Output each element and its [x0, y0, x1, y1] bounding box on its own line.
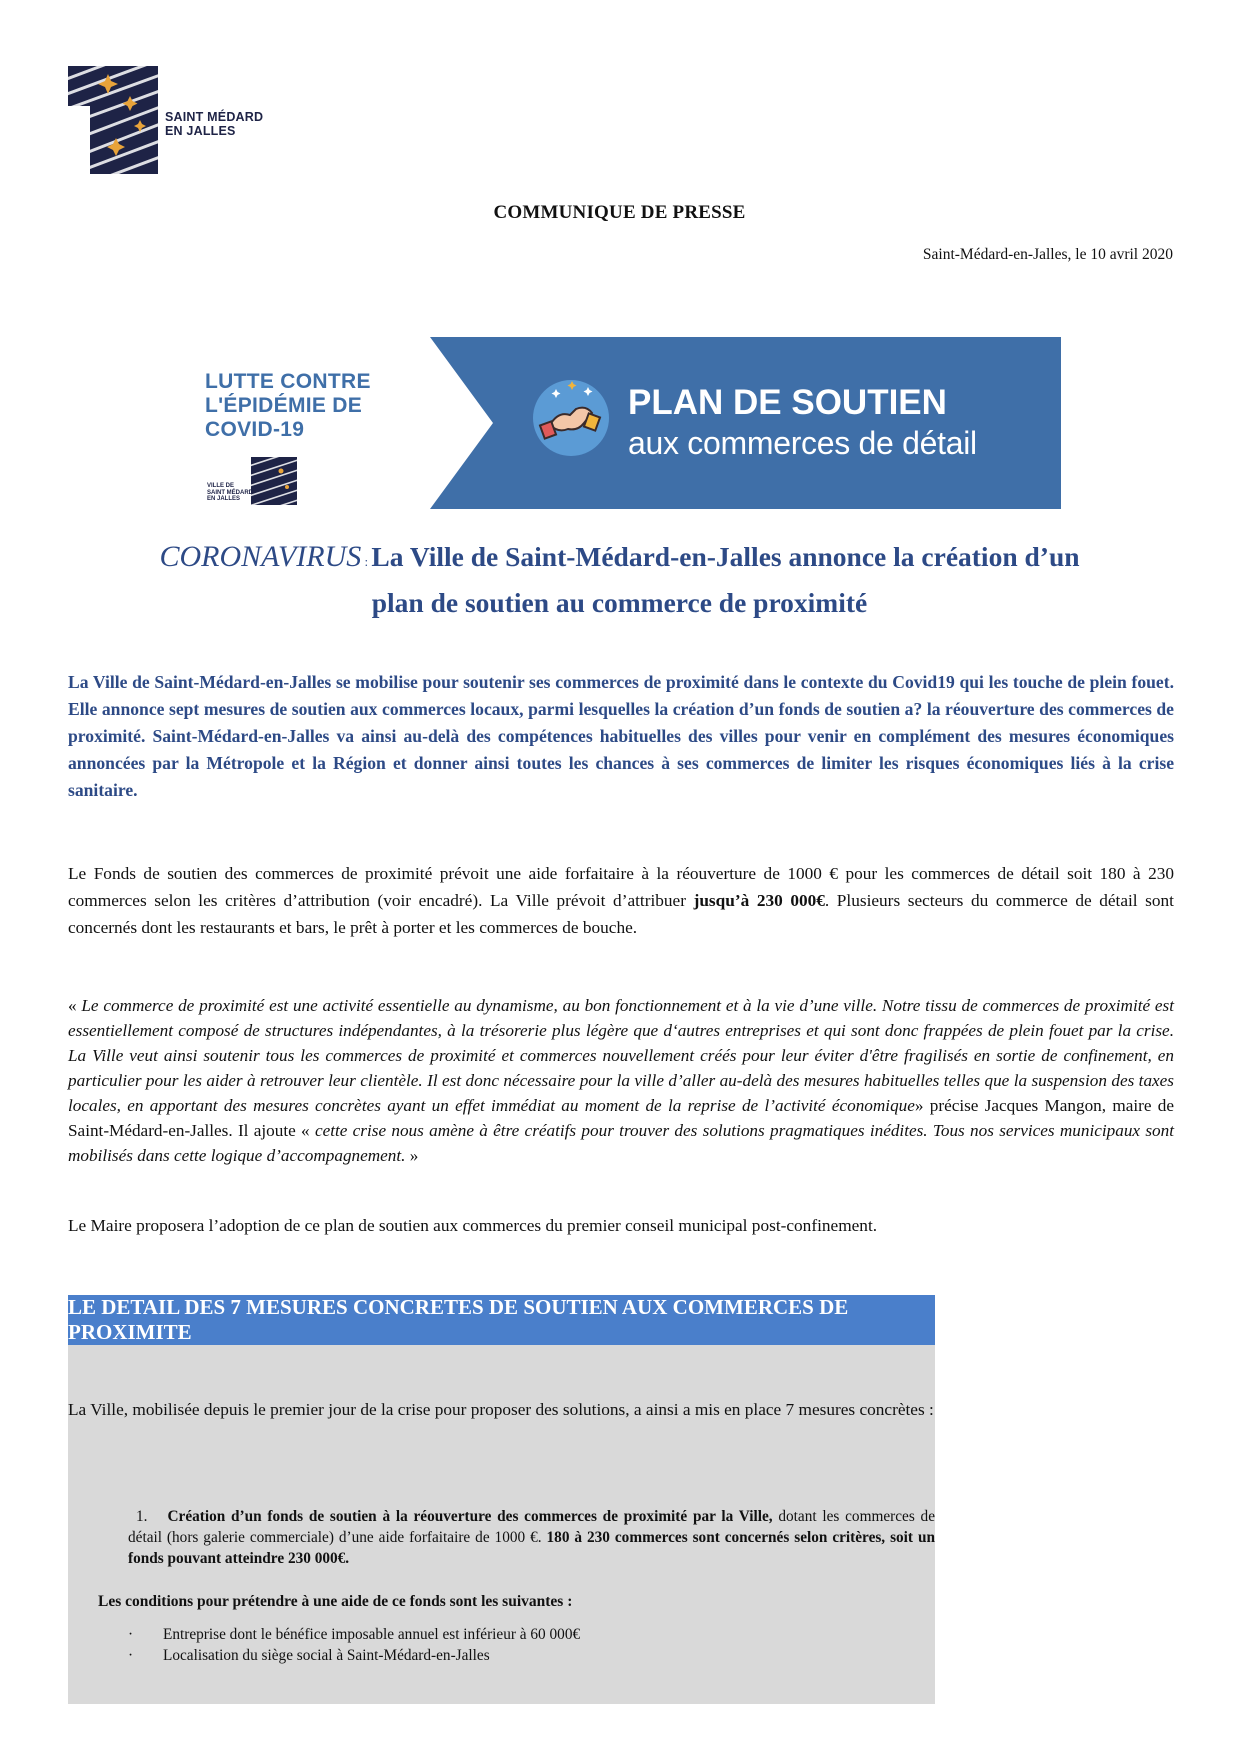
box-header-line-1: LE DETAIL DES 7 MESURES CONCRETES DE SOUTIEN AUX COMMERCES DE [68, 1295, 849, 1319]
measure-bold-2: 180 à 230 commerces sont concernés selon critères, soit un fonds pouvant atteindre 230 000€. [128, 1529, 935, 1567]
headline-prefix: CORONAVIRUS [159, 540, 362, 573]
quote-close: » [405, 1146, 419, 1165]
conclusion-paragraph: Le Maire proposera l’adoption de ce plan de soutien aux commerces du premier conseil municipal post-confinement. [68, 1216, 878, 1235]
intro-paragraph: La Ville de Saint-Médard-en-Jalles se mobilise pour soutenir ses commerces de proximité dans le contexte du Covid19 qui les touche de plein fouet. Elle annonce sept mesures de soutien aux commerces locaux, parmi lesquelles la création d’un fonds de soutien a? la réouverture des commerces de proximité. Saint-Médard-en-Jalles va ainsi au-delà des compétences habituelles des villes pour venir en complément des mesures économiques annoncées par la Métropole et la Région et donner ainsi toutes les chances à ses commerces de limiter les risques économiques liés à la crise sanitaire. [68, 672, 1174, 800]
measure-number: 1. [136, 1508, 148, 1525]
measure-item [128, 1506, 935, 1569]
lutte-line-3: COVID-19 [205, 418, 305, 441]
headline-line-1 [60, 536, 1179, 582]
measures-box [68, 1295, 935, 1704]
fonds-text-2: . Plusieurs secteurs du commerce de détail sont concernés dont les restaurants et bars, le prêt à porter et les commerces de bouche. [68, 891, 1174, 937]
mini-logo-line-1: VILLE DE [207, 483, 235, 489]
quote-open: « [68, 996, 82, 1015]
bullet-icon: · [128, 1647, 134, 1664]
lutte-heading [205, 370, 371, 442]
quote-italic-2: cette crise nous amène à être créatifs pour trouver des solutions pragmatiques inédites. Tous nos services municipaux sont mobilisés dans cette logique d’accompagnement. [68, 1121, 1174, 1165]
conditions-title: Les conditions pour prétendre à une aide de ce fonds sont les suivantes : [98, 1593, 573, 1610]
conditions-list [128, 1624, 580, 1666]
headline-text-1: La Ville de Saint-Médard-en-Jalles annonce la création d’un [371, 541, 1080, 572]
city-logo-icon [68, 66, 158, 174]
box-header-line-2: PROXIMITE [68, 1320, 192, 1344]
date-line: Saint-Médard-en-Jalles, le 10 avril 2020 [922, 246, 1173, 263]
measures-box-header [68, 1295, 935, 1345]
mini-logo-caption [207, 483, 253, 503]
plan-subtitle: aux commerces de détail [628, 425, 977, 461]
press-title: COMMUNIQUE DE PRESSE [493, 202, 746, 223]
headline-separator: : [361, 554, 372, 569]
mini-logo-line-2: SAINT MÉDARD [207, 489, 253, 496]
condition-item [128, 1624, 580, 1645]
condition-text: Entreprise dont le bénéfice imposable annuel est inférieur à 60 000€ [163, 1626, 581, 1643]
measures-intro: La Ville, mobilisée depuis le premier jour de la crise pour proposer des solutions, a ainsi a mis en place 7 mesures concrètes : [68, 1400, 934, 1419]
lutte-line-2: L'ÉPIDÉMIE DE [205, 394, 363, 417]
mini-logo-icon [251, 457, 297, 505]
measure-text-1: dotant les commerces de détail (hors galerie commerciale) d’une aide forfaitaire de 1000 €. [128, 1508, 935, 1546]
quote-italic-1: Le commerce de proximité est une activité essentielle au dynamisme, au bon fonctionnement et à la vie d’une ville. Notre tissu de commerces de proximité est essentiellement composé de structures indépendantes, à la trésorerie plus légère que d‘autres entreprises et qui sont donc frappées de plein fouet par la crise. La Ville veut ainsi soutenir tous les commerces de proximité et commerces nouvellement créés pour leur éviter d'être fragilisés en sortie de confinement, en particulier pour les aider à retrouver leur clientèle. Il est donc nécessaire pour la ville d’aller au-delà des mesures habituelles telles que la suspension des taxes locales, en apportant des mesures concrètes ayant un effet immédiat au moment de la reprise de l’activité économique [68, 996, 1174, 1115]
plan-title: PLAN DE SOUTIEN [628, 383, 947, 422]
fonds-amount: jusqu’à 230 000€ [693, 891, 825, 910]
lutte-line-1: LUTTE CONTRE [205, 370, 371, 393]
headline [60, 536, 1179, 623]
quote-attribution: » précise Jacques Mangon, maire de Saint-Médard-en-Jalles. Il ajoute « [68, 1096, 1174, 1140]
mini-logo-line-3: EN JALLES [207, 496, 241, 502]
headline-line-2: plan de soutien au commerce de proximité [371, 587, 868, 618]
covid-banner [183, 337, 1061, 509]
condition-text: Localisation du siège social à Saint-Médard-en-Jalles [163, 1647, 490, 1664]
condition-item [128, 1645, 580, 1666]
handshake-icon [528, 375, 614, 461]
fonds-paragraph [68, 860, 1174, 941]
bullet-icon: · [128, 1626, 134, 1643]
fonds-text-1: Le Fonds de soutien des commerces de proximité prévoit une aide forfaitaire à la réouverture de 1000 € pour les commerces de détail soit 180 à 230 commerces selon les critères d’attribution (voir encadré). La Ville prévoit d’attribuer [68, 864, 1174, 910]
mayor-quote [68, 993, 1174, 1168]
measure-bold-1: Création d’un fonds de soutien à la réouverture des commerces de proximité par la Ville, [167, 1508, 773, 1525]
logo-text-line-1: SAINT MÉDARD [165, 110, 264, 124]
city-logo [68, 66, 268, 176]
logo-text-line-2: EN JALLES [165, 124, 236, 138]
